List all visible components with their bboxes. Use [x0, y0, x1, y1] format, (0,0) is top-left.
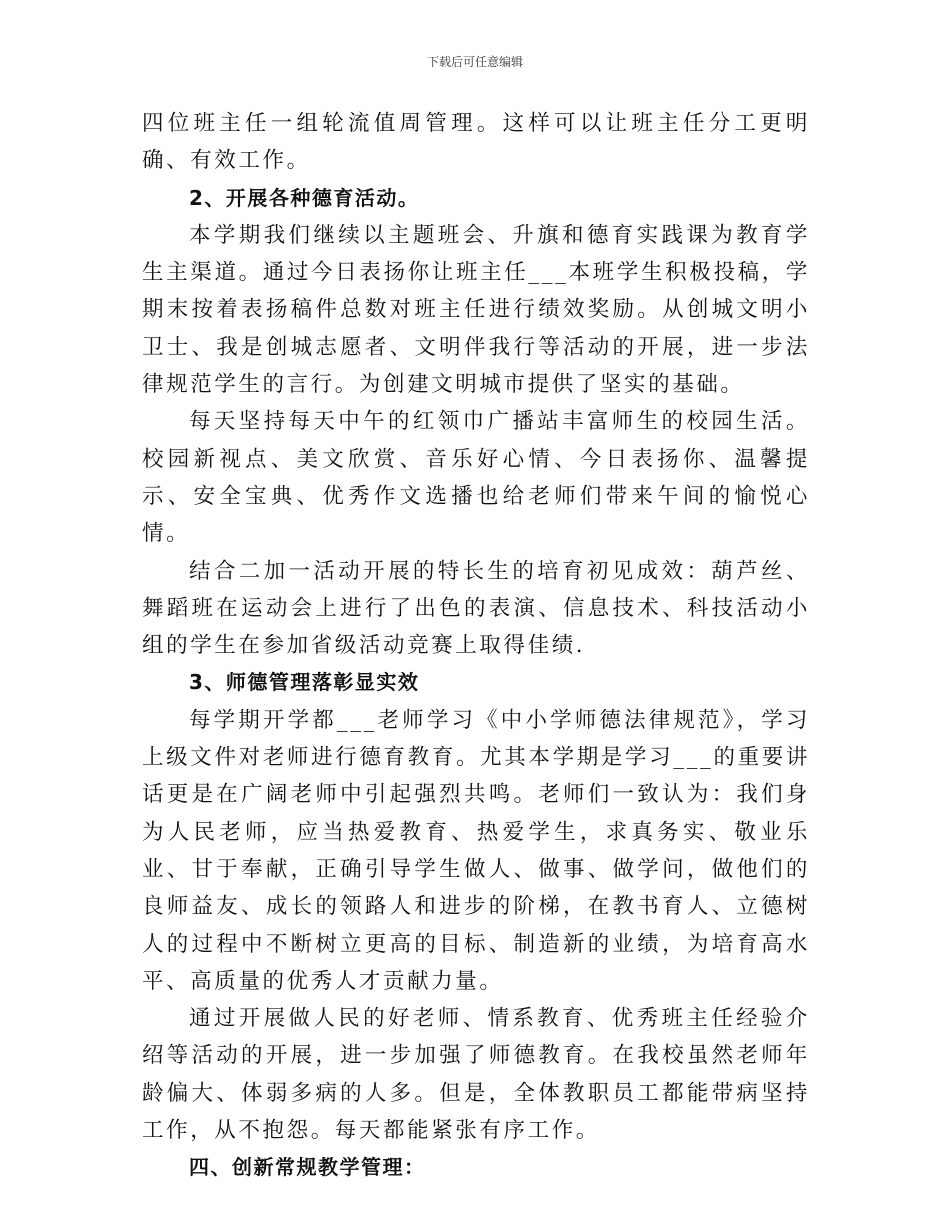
paragraph-moral-activities: 本学期我们继续以主题班会、升旗和德育实践课为教育学生主渠道。通过今日表扬你让班主任___本班学生积极投稿，学期末按着表扬稿件总数对班主任进行绩效奖励。从创城文明小卫士、我是创城志愿者、文明伴我行等活动的开展，进一步法律规范学生的言行。为创建文明城市提供了坚实的基础。 — [142, 222, 810, 398]
section-heading-moral-activities: 2、开展各种德育活动。 — [189, 185, 420, 210]
section-heading-teaching-management: 四、创新常规教学管理： — [189, 1155, 426, 1180]
paragraph-broadcast-station: 每天坚持每天中午的红领巾广播站丰富师生的校园生活。校园新视点、美文欣赏、音乐好心情、今日表扬你、温馨提示、安全宝典、优秀作文选播也给老师们带来午间的愉悦心情。 — [142, 409, 810, 547]
paragraph-talent-training: 结合二加一活动开展的特长生的培育初见成效：葫芦丝、舞蹈班在运动会上进行了出色的表演、信息技术、科技活动小组的学生在参加省级活动竞赛上取得佳绩. — [142, 558, 810, 659]
document-body — [142, 105, 810, 1187]
paragraph-teacher-ethics-activities: 通过开展做人民的好老师、情系教育、优秀班主任经验介绍等活动的开展，进一步加强了师德教育。在我校虽然老师年龄偏大、体弱多病的人多。但是，全体教职员工都能带病坚持工作，从不抱怨。每天都能紧张有序工作。 — [142, 1006, 810, 1144]
paragraph-teacher-ethics-study: 每学期开学都___老师学习《中小学师德法律规范》，学习上级文件对老师进行德育教育。尤其本学期是学习___的重要讲话更是在广阔老师中引起强烈共鸣。老师们一致认为：我们身为人民老师，应当热爱教育、热爱学生，求真务实、敬业乐业、甘于奉献，正确引导学生做人、做事、做学问，做他们的良师益友、成长的领路人和进步的阶梯，在教书育人、立德树人的过程中不断树立更高的目标、制造新的业绩，为培育高水平、高质量的优秀人才贡献力量。 — [142, 707, 810, 994]
section-heading-teacher-ethics: 3、师德管理落彰显实效 — [189, 670, 420, 695]
paragraph-continuation: 四位班主任一组轮流值周管理。这样可以让班主任分工更明确、有效工作。 — [142, 111, 810, 174]
page-header-note: 下载后可任意编辑 — [426, 55, 523, 69]
